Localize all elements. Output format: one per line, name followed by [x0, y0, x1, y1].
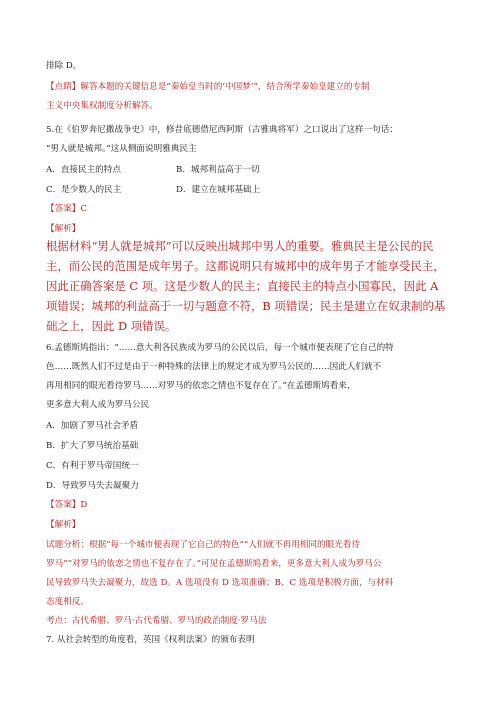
exclude-text: 排除 D。 [46, 61, 82, 71]
q5-answer [46, 203, 87, 215]
q6-option-c: C．有利于罗马帝国统一 [46, 461, 139, 471]
tip-line-2: 主义中央集权制度分析解答。 [46, 101, 158, 111]
q6-answer-value: D [80, 500, 88, 510]
q6-analysis-line-3: 民导致罗马失去凝聚力，故选 D。A 选项没有 D 选项准确；B、C 选项是积极方面，与材料 [46, 578, 394, 588]
q5-stem-line-1: 5.在《伯罗奔尼撒战争史》中，修昔底德借尼西阿斯（古雅典将军）之口说出了这样一句话： [46, 125, 398, 135]
tip-line-1 [46, 81, 370, 93]
q6-points: 考点：古代希腊、罗马·古代希腊、罗马的政治制度·罗马法 [46, 616, 267, 626]
q6-answer [46, 499, 87, 511]
q6-analysis-line-4: 态度相反。 [46, 597, 89, 607]
q6-analysis-label: 【解析】 [46, 520, 81, 530]
q6-stem-line-3: 再用相同的眼光看待罗马……对罗马的依恋之情也不复存在了。”在孟德斯鸠看来， [46, 381, 356, 391]
q5-option-c: C．是少数人的民主 [46, 185, 122, 195]
q7-stem: 7. 从社会转型的角度看，英国《权利法案》的颁布表明 [46, 635, 255, 645]
q6-option-a: A．加剧了罗马社会矛盾 [46, 421, 139, 431]
q6-option-b: B．扩大了罗马统治基础 [46, 441, 139, 451]
q5-answer-value: C [80, 204, 87, 214]
q6-stem-line-1: 6.孟德斯鸠指出：“……意大利各民族成为罗马的公民以后，每一个城市便表现了它自己的特 [46, 343, 394, 353]
q5-analysis-line-2: 主，而公民的范围是成年男子。这都说明只有城邦中的成年男子才能享受民主， [46, 259, 445, 273]
q5-stem-line-2: “男人就是城邦。”这从侧面说明雅典民主 [46, 144, 197, 154]
q5-option-a: A．直接民主的特点 [46, 165, 121, 175]
q5-answer-label: 【答案】 [46, 204, 81, 214]
q6-option-d: D．导致罗马失去凝聚力 [46, 481, 139, 491]
tip-label: 【点睛】 [46, 82, 81, 92]
q6-analysis-line-2: 罗马”“对罗马的依恋之情也不复存在了。”可见在孟德斯鸠看来，更多意大利人成为罗马公 [46, 559, 382, 569]
q5-analysis-line-5: 础之上，因此 D 项错误。 [46, 319, 177, 333]
q5-analysis-label: 【解析】 [46, 224, 81, 234]
q6-stem-line-2: 色……既然人们不过是由于一种特殊的法律上的规定才成为罗马公民的……因此人们就不 [46, 362, 382, 372]
q5-analysis-line-3: 因此正确答案是 C 项。这是少数人的民主；直接民主的特点小国寡民，因此 A [46, 279, 439, 293]
q5-analysis-line-4: 项错误；城邦的利益高于一切与题意不符，B 项错误；民主是建立在奴隶制的基 [46, 299, 446, 313]
q6-answer-label: 【答案】 [46, 500, 81, 510]
q5-option-d: D．建立在城邦基础上 [176, 185, 261, 195]
q5-option-b: B．城邦利益高于一切 [176, 165, 260, 175]
q5-analysis-line-1: 根据材料“男人就是城邦”可以反映出城邦中男人的重要。雅典民主是公民的民 [46, 239, 434, 253]
q6-analysis-line-1: 试题分析：根据“每一个城市便表现了它自己的特色”“人们就不再用相同的眼光看待 [46, 540, 360, 550]
q6-stem-line-4: 更多意大利人成为罗马公民 [46, 400, 150, 410]
tip-text-1: 解答本题的关键信息是“秦始皇当时的‘中国梦’”，结合所学秦始皇建立的专制 [80, 82, 370, 92]
